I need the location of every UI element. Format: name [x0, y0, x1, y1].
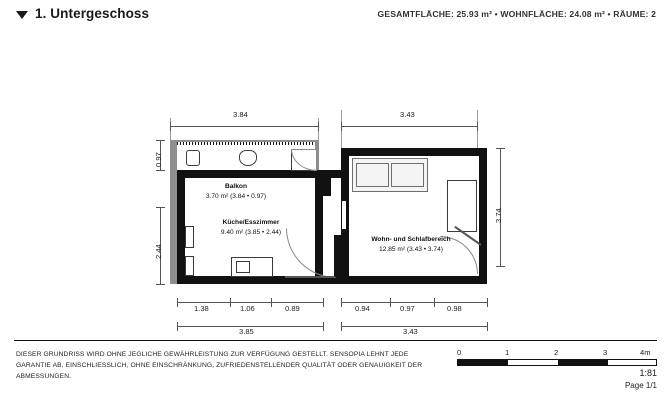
wall-living-bottom: [341, 276, 487, 284]
dim-tick: [156, 140, 165, 141]
room-label-kueche: [205, 218, 297, 237]
header-bar: [0, 0, 671, 30]
dim-line-bottom-chain-right: [341, 302, 487, 303]
cabinet-left-lower: [185, 256, 194, 276]
footer-divider: [14, 340, 657, 341]
dim-label-right: 3.74: [494, 208, 503, 223]
window-living-left: [341, 200, 347, 230]
floor-plan-canvas[interactable]: [0, 30, 671, 340]
sofa-cushion-left: [356, 163, 389, 187]
room-name: Wohn- und Schlafbereich: [371, 236, 451, 243]
dim-tick: [156, 284, 165, 285]
room-name: Küche/Esszimmer: [222, 219, 280, 226]
dim-tick: [487, 298, 488, 307]
room-label-balkon: [191, 182, 281, 201]
dim-tick: [230, 298, 231, 307]
scale-tick-2: 2: [554, 348, 559, 357]
dim-tick: [487, 322, 488, 331]
scale-tick-labels: [457, 348, 657, 359]
dim-tick: [341, 322, 342, 331]
dim-tick: [318, 122, 319, 131]
fixture-sink: [239, 150, 257, 166]
dim-tick: [170, 122, 171, 131]
room-area: 3.70 m² (3.84 • 0.97): [205, 192, 267, 200]
dim-tick: [271, 298, 272, 307]
sofa-cushion-right: [391, 163, 424, 187]
dim-tick: [341, 122, 342, 131]
scale-ratio: 1:81: [639, 368, 657, 378]
scale-bar-group: [457, 348, 657, 366]
wardrobe: [447, 180, 477, 232]
dim-label-bottom-6: 0.98: [447, 304, 462, 313]
dim-label-bottom-1: 1.38: [194, 304, 209, 313]
scale-tick-1: 1: [505, 348, 510, 357]
cabinet-left-upper: [185, 226, 194, 248]
wall-kitchen-top: [177, 170, 323, 178]
dim-label-left-lower: 2.44: [154, 244, 163, 259]
door-leaf-kitchen[interactable]: [285, 276, 335, 278]
dim-label-bottom-5: 0.97: [400, 304, 415, 313]
wall-living-top: [341, 148, 487, 156]
kitchen-sink: [236, 261, 250, 273]
dim-label-left-upper: 0.97: [154, 152, 163, 167]
dim-line-bottom-chain-left: [177, 302, 323, 303]
fixture-wc: [186, 150, 200, 166]
dim-tick: [496, 148, 505, 149]
dim-tick: [156, 207, 165, 208]
balcony-railing-hatch: [177, 142, 315, 145]
scale-tick-3: 3: [603, 348, 608, 357]
dim-tick: [177, 322, 178, 331]
dim-tick: [341, 298, 342, 307]
dim-tick: [323, 322, 324, 331]
page-number: Page 1/1: [624, 381, 657, 390]
dim-label-top-right: 3.43: [400, 110, 415, 119]
dim-tick: [496, 266, 505, 267]
dim-label-bottom-3: 0.89: [285, 304, 300, 313]
dim-line-top-right: [341, 126, 478, 127]
dim-label-top-left: 3.84: [233, 110, 248, 119]
dim-line-top-left: [170, 126, 319, 127]
room-area: 9.40 m² (3.85 • 2.44): [220, 228, 282, 236]
wall-stub-upper: [323, 170, 331, 196]
scale-tick-0: 0: [457, 348, 462, 357]
dim-tick: [156, 170, 165, 171]
floor-selector[interactable]: [16, 6, 149, 21]
room-area: 12.85 m² (3.43 • 3.74): [379, 245, 443, 253]
page-title: 1. Untergeschoss: [35, 6, 150, 21]
wall-kitchen-left: [177, 170, 185, 284]
wall-left-outer: [170, 140, 177, 284]
dim-label-bottom-4: 0.94: [355, 304, 370, 313]
area-stats: GESAMTFLÄCHE: 25.93 m² • WOHNFLÄCHE: 24.08 m² • RÄUME: 2: [377, 9, 656, 19]
dim-tick: [477, 122, 478, 131]
dim-label-bottom-2: 1.06: [240, 304, 255, 313]
room-label-wohnen: [352, 235, 470, 254]
scale-tick-4: 4m: [640, 348, 651, 357]
scale-segment: [558, 360, 608, 365]
dim-label-bottom-total-right: 3.43: [403, 327, 418, 336]
triangle-down-icon[interactable]: [16, 11, 28, 19]
dim-label-bottom-total-left: 3.85: [239, 327, 254, 336]
dim-line-right: [500, 148, 501, 266]
dim-tick: [177, 298, 178, 307]
dim-tick: [323, 298, 324, 307]
wall-living-right: [479, 148, 487, 284]
scale-segment: [458, 360, 508, 365]
disclaimer-text: DIESER GRUNDRISS WIRD OHNE JEGLICHE GEWÄHRLEISTUNG ZUR VERFÜGUNG GESTELLT. SENSOPIA LEHNT JEDE GARANTIE AB, EINSCHLIESSLICH, OHNE EINSCHRÄNKUNG, ZUFRIEDENSTELLENDER QUALITÄT ODER GENAUIGKEIT DER ABMESSUNGEN.: [16, 351, 423, 380]
scale-bar: [457, 359, 657, 366]
dim-tick: [434, 298, 435, 307]
dim-tick: [390, 298, 391, 307]
room-name: Balkon: [225, 183, 247, 190]
